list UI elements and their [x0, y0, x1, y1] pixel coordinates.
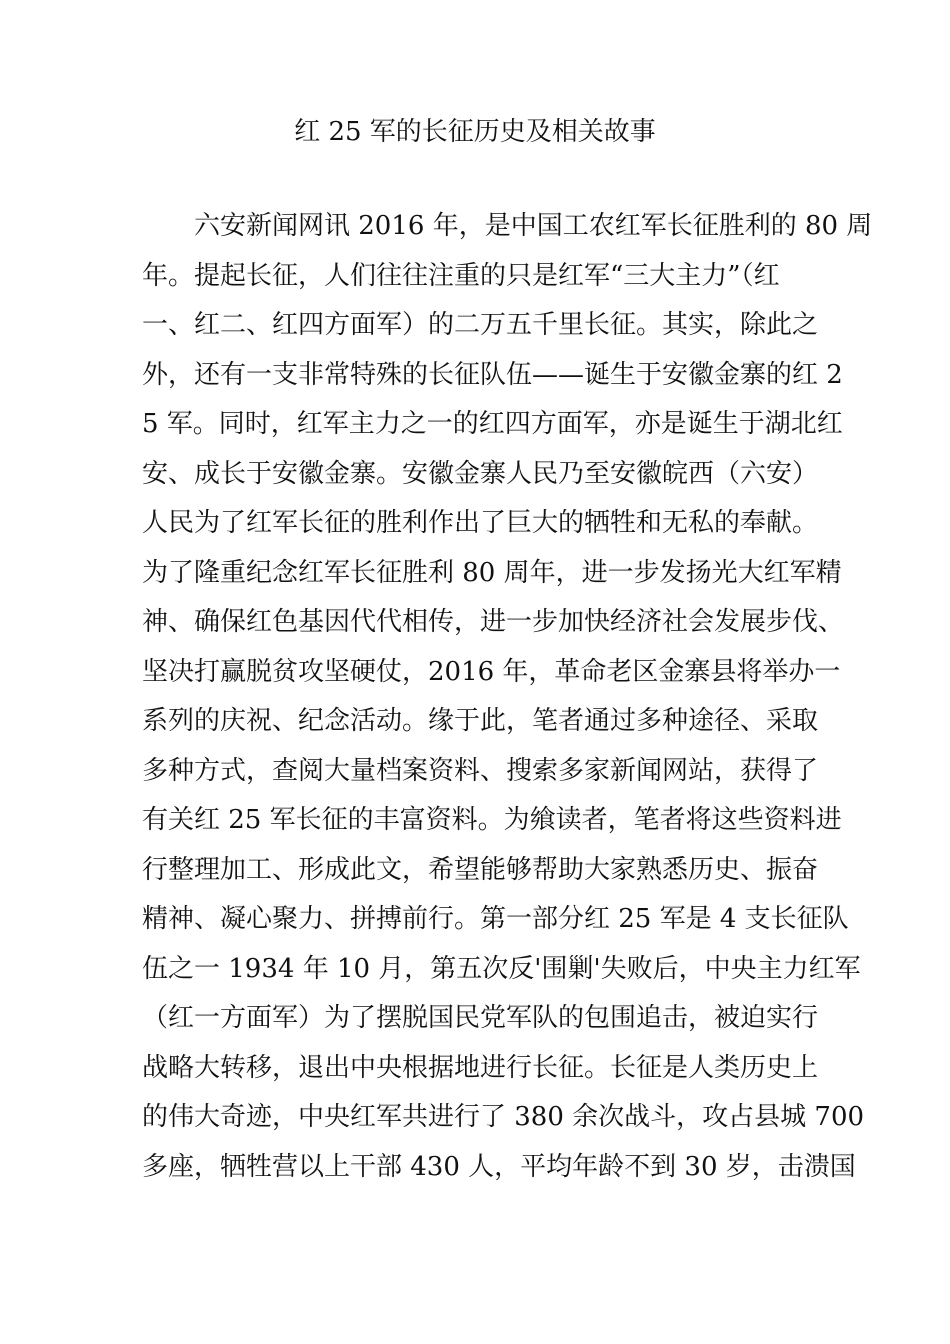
body-line: 多种方式，查阅大量档案资料、搜索多家新闻网站，获得了	[142, 755, 819, 786]
body-line: 外，还有一支非常特殊的长征队伍——诞生于安徽金寨的红 2	[142, 359, 843, 390]
body-line: 为了隆重纪念红军长征胜利 80 周年，进一步发扬光大红军精	[142, 557, 842, 588]
body-line: 系列的庆祝、纪念活动。缘于此，笔者通过多种途径、采取	[142, 706, 819, 736]
body-line: 5 军。同时，红军主力之一的红四方面军，亦是诞生于湖北红	[142, 409, 843, 439]
body-line: 神、确保红色基因代代相传，进一步加快经济社会发展步伐、	[142, 607, 845, 637]
body-line: 伍之一 1934 年 10 月，第五次反'围剿'失败后，中央主力红军	[142, 953, 861, 984]
body-line: 一、红二、红四方面军）的二万五千里长征。其实，除此之	[142, 310, 819, 340]
body-line: 有关红 25 军长征的丰富资料。为飨读者，笔者将这些资料进	[142, 805, 842, 835]
body-line: 人民为了红军长征的胜利作出了巨大的牺牲和无私的奉献。	[142, 508, 819, 538]
body-line: 年。提起长征，人们往往注重的只是红军“三大主力”（红	[142, 260, 780, 291]
body-line: 六安新闻网讯 2016 年，是中国工农红军长征胜利的 80 周	[142, 211, 873, 241]
body-line: 坚决打赢脱贫攻坚硬仗，2016 年，革命老区金寨县将举办一	[142, 656, 841, 687]
document-title: 红 25 军的长征历史及相关故事	[294, 117, 656, 147]
body-line: 精神、凝心聚力、拼搏前行。第一部分红 25 军是 4 支长征队	[142, 904, 849, 934]
document-body	[142, 206, 873, 1196]
body-line: 多座，牺牲营以上干部 430 人，平均年龄不到 30 岁，击溃国	[142, 1151, 856, 1182]
body-line: 战略大转移，退出中央根据地进行长征。长征是人类历史上	[142, 1052, 819, 1083]
body-line: 安、成长于安徽金寨。安徽金寨人民乃至安徽皖西（六安）	[142, 458, 819, 489]
body-line: 的伟大奇迹，中央红军共进行了 380 余次战斗，攻占县城 700	[142, 1102, 865, 1132]
body-line: （红一方面军）为了摆脱国民党军队的包围追击，被迫实行	[142, 1003, 819, 1033]
body-line: 行整理加工、形成此文，希望能够帮助大家熟悉历史、振奋	[142, 854, 819, 885]
